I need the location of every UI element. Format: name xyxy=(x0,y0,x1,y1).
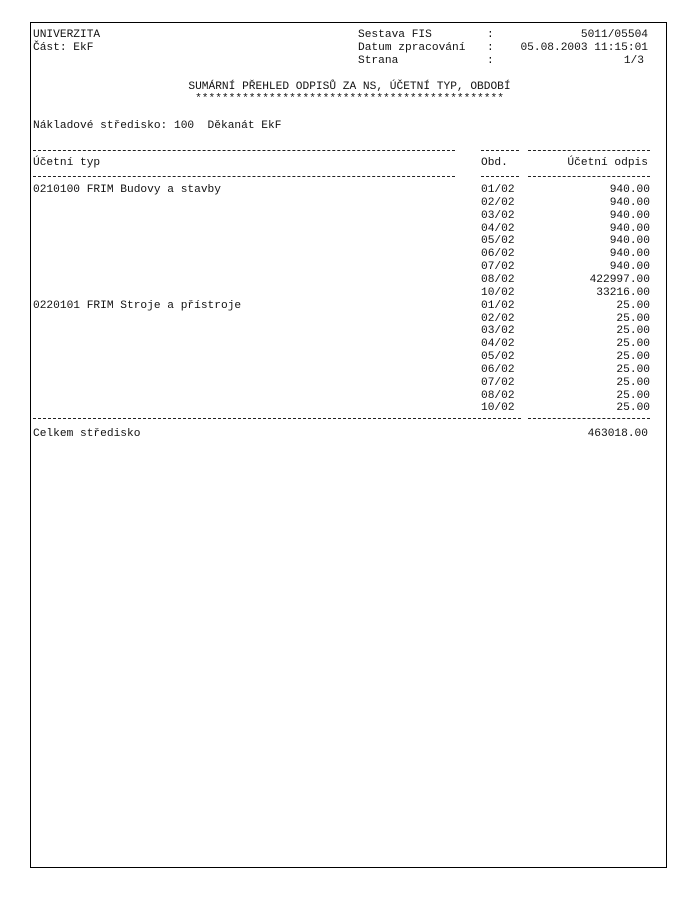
report-page xyxy=(30,22,667,868)
rule xyxy=(481,150,519,151)
column-header-period: Obd. xyxy=(481,157,508,169)
period-cell: 10/02 xyxy=(481,286,515,299)
amount-cell: 940.00 xyxy=(609,196,650,209)
period-cell: 05/02 xyxy=(481,351,515,363)
amount-cell: 25.00 xyxy=(616,402,650,415)
period-cell: 05/02 xyxy=(481,235,515,248)
org-part: Část: EkF xyxy=(33,42,94,54)
org-name: UNIVERZITA xyxy=(33,29,101,41)
amount-cell: 25.00 xyxy=(616,376,650,389)
rule xyxy=(33,150,455,151)
amount-cell: 25.00 xyxy=(616,338,650,351)
period-cell: 07/02 xyxy=(481,376,515,389)
amount-cell: 25.00 xyxy=(616,312,650,325)
period-cell: 04/02 xyxy=(481,222,515,235)
period-cell: 01/02 xyxy=(481,299,515,312)
account-type-name: 0220101 FRIM Stroje a přístroje xyxy=(33,299,242,312)
date-value: 05.08.2003 11:15:01 xyxy=(520,42,648,54)
colon: : xyxy=(487,55,494,67)
amount-cell: 940.00 xyxy=(609,184,650,196)
rule xyxy=(33,176,455,177)
period-cell: 03/02 xyxy=(481,325,515,338)
period-cell: 02/02 xyxy=(481,196,515,209)
rule xyxy=(481,176,519,177)
period-cell: 01/02 xyxy=(481,184,515,196)
amount-cell: 422997.00 xyxy=(589,274,650,286)
total-amount: 463018.00 xyxy=(587,428,648,440)
amount-cell: 25.00 xyxy=(616,351,650,363)
account-type-name: 0210100 FRIM Budovy a stavby xyxy=(33,184,221,196)
amount-cell: 25.00 xyxy=(616,363,650,376)
rule xyxy=(528,418,650,419)
amount-cell: 940.00 xyxy=(609,209,650,222)
amount-cell: 940.00 xyxy=(609,235,650,248)
amount-cell: 940.00 xyxy=(609,222,650,235)
period-cell: 06/02 xyxy=(481,363,515,376)
period-cell: 03/02 xyxy=(481,209,515,222)
page-value: 1/3 xyxy=(623,55,644,67)
period-cell: 08/02 xyxy=(481,389,515,402)
total-label: Celkem středisko xyxy=(33,428,141,440)
column-header-amount: Účetní odpis xyxy=(567,157,648,169)
period-cell: 08/02 xyxy=(481,274,515,286)
period-cell: 06/02 xyxy=(481,248,515,261)
amount-cell: 940.00 xyxy=(609,248,650,261)
page-label: Strana xyxy=(358,55,399,67)
period-cell: 02/02 xyxy=(481,312,515,325)
report-id-value: 5011/05504 xyxy=(580,29,648,41)
report-id-label: Sestava FIS xyxy=(358,29,432,41)
amount-cell: 940.00 xyxy=(609,261,650,274)
rule xyxy=(528,150,650,151)
column-header-type: Účetní typ xyxy=(33,157,101,169)
amount-cell: 33216.00 xyxy=(596,286,650,299)
period-cell: 04/02 xyxy=(481,338,515,351)
amount-cell: 25.00 xyxy=(616,299,650,312)
colon: : xyxy=(487,29,494,41)
title-underline: ********************************************** xyxy=(195,93,504,105)
amount-cell: 25.00 xyxy=(616,325,650,338)
period-cell: 07/02 xyxy=(481,261,515,274)
colon: : xyxy=(487,42,494,54)
rule xyxy=(528,176,650,177)
rule xyxy=(33,418,521,419)
amount-cell: 25.00 xyxy=(616,389,650,402)
cost-center: Nákladové středisko: 100 Děkanát EkF xyxy=(33,120,282,132)
report-title: SUMÁRNÍ PŘEHLED ODPISŮ ZA NS, ÚČETNÍ TYP, OBDOBÍ xyxy=(188,81,511,93)
date-label: Datum zpracování xyxy=(358,42,466,54)
period-cell: 10/02 xyxy=(481,402,515,415)
